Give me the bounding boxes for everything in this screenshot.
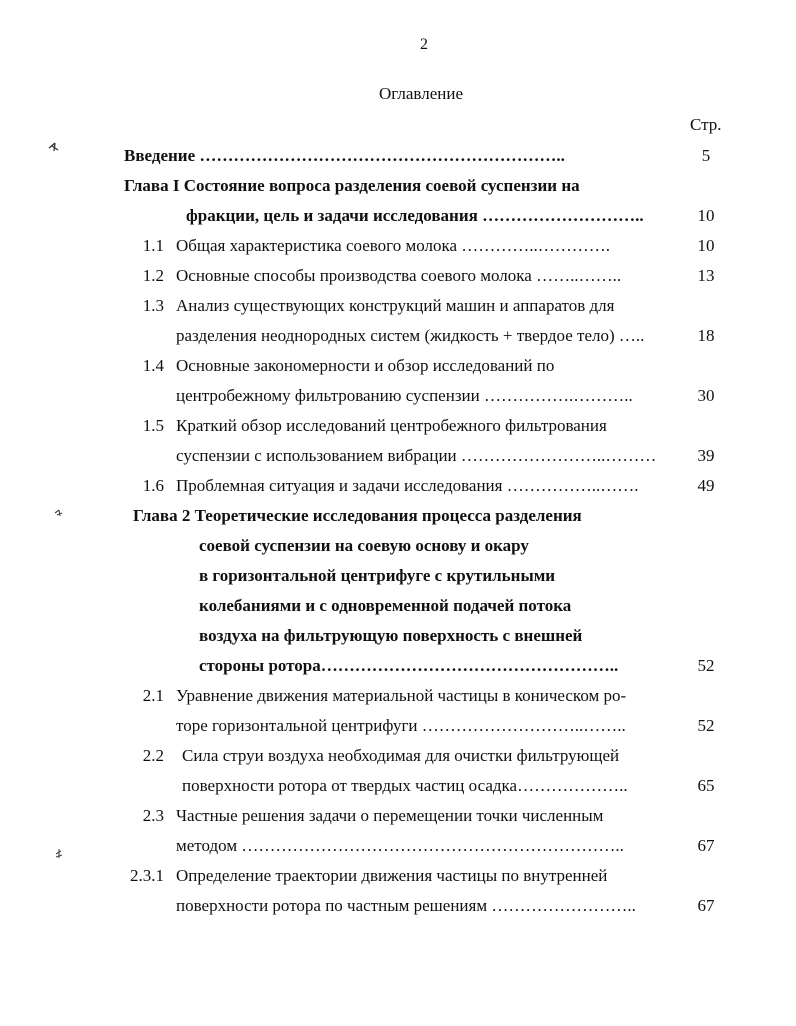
toc-entry-1-5-page: 39 bbox=[697, 446, 715, 465]
toc-entry-1-1-text: Общая характеристика соевого молока …………..…………. bbox=[176, 236, 611, 255]
toc-entry-2-1-page: 52 bbox=[697, 716, 715, 735]
scan-speck-mark bbox=[52, 506, 66, 520]
toc-chapter2-line4: колебаниями и с одновременной подачей потока bbox=[199, 596, 572, 615]
toc-entry-2-3-number: 2.3 bbox=[142, 806, 164, 825]
toc-chapter2-line1: Глава 2 Теоретические исследования процесса разделения bbox=[133, 506, 582, 525]
scan-speck-mark bbox=[52, 846, 66, 862]
toc-title: Оглавление bbox=[379, 84, 463, 103]
toc-entry-2-3-1-page: 67 bbox=[697, 896, 715, 915]
toc-entry-2-3-line1: Частные решения задачи о перемещении точки численным bbox=[176, 806, 604, 825]
scan-speck-mark bbox=[46, 138, 62, 156]
toc-chapter1-page: 10 bbox=[697, 206, 715, 225]
toc-entry-2-2-page: 65 bbox=[697, 776, 715, 795]
toc-entry-1-1-number: 1.1 bbox=[142, 236, 164, 255]
toc-entry-2-2-line2: поверхности ротора от твердых частиц осадка……………….. bbox=[182, 776, 628, 795]
toc-entry-intro-text: Введение ……………………………………………………….. bbox=[124, 146, 565, 165]
toc-entry-1-4-line2: центробежному фильтрованию суспензии …………….……….. bbox=[176, 386, 633, 405]
toc-entry-2-2-number: 2.2 bbox=[142, 746, 164, 765]
toc-entry-2-3-1-line1: Определение траектории движения частицы по внутренней bbox=[176, 866, 608, 885]
toc-entry-1-4-line1: Основные закономерности и обзор исследований по bbox=[176, 356, 555, 375]
toc-entry-2-1-number: 2.1 bbox=[142, 686, 164, 705]
toc-entry-1-4-number: 1.4 bbox=[142, 356, 164, 375]
toc-entry-1-6-number: 1.6 bbox=[142, 476, 164, 495]
toc-entry-2-1-line1: Уравнение движения материальной частицы в коническом ро- bbox=[176, 686, 627, 705]
toc-entry-2-2-line1: Сила струи воздуха необходимая для очистки фильтрующей bbox=[182, 746, 620, 765]
toc-entry-1-6-page: 49 bbox=[697, 476, 715, 495]
toc-chapter2-line2: соевой суспензии на соевую основу и окару bbox=[199, 536, 529, 555]
toc-chapter1-line1: Глава I Состояние вопроса разделения соевой суспензии на bbox=[124, 176, 580, 195]
toc-entry-intro-page: 5 bbox=[701, 146, 711, 165]
toc-entry-1-3-number: 1.3 bbox=[142, 296, 164, 315]
page-number: 2 bbox=[420, 36, 428, 53]
toc-entry-1-2-text: Основные способы производства соевого молока ……..…….. bbox=[176, 266, 622, 285]
toc-chapter2-line3: в горизонтальной центрифуге с крутильными bbox=[199, 566, 556, 585]
toc-entry-1-1-page: 10 bbox=[697, 236, 715, 255]
toc-entry-1-3-page: 18 bbox=[697, 326, 715, 345]
toc-entry-1-4-page: 30 bbox=[697, 386, 715, 405]
toc-entry-2-3-1-number: 2.3.1 bbox=[130, 866, 164, 885]
toc-entry-1-5-number: 1.5 bbox=[142, 416, 164, 435]
toc-entry-1-3-line1: Анализ существующих конструкций машин и аппаратов для bbox=[176, 296, 615, 315]
toc-entry-2-3-page: 67 bbox=[697, 836, 715, 855]
toc-chapter2-line5: воздуха на фильтрующую поверхность с внешней bbox=[199, 626, 583, 645]
toc-entry-1-3-line2: разделения неоднородных систем (жидкость + твердое тело) ….. bbox=[176, 326, 645, 345]
toc-entry-1-2-page: 13 bbox=[697, 266, 715, 285]
toc-entry-1-5-line1: Краткий обзор исследований центробежного фильтрования bbox=[176, 416, 607, 435]
toc-entry-1-6-text: Проблемная ситуация и задачи исследования ……………..……. bbox=[176, 476, 639, 495]
toc-entry-2-1-line2: торе горизонтальной центрифуги ………………………..…….. bbox=[176, 716, 626, 735]
toc-chapter2-page: 52 bbox=[697, 656, 715, 675]
page-column-label: Стр. bbox=[690, 115, 722, 134]
toc-entry-2-3-line2: методом ………………………………………………………….. bbox=[176, 836, 624, 855]
toc-entry-1-5-line2: суспензии с использованием вибрации ……………………..……… bbox=[176, 446, 657, 465]
toc-chapter2-line6: стороны ротора…………………………………………….. bbox=[199, 656, 619, 675]
toc-chapter1-line2: фракции, цель и задачи исследования ……………………….. bbox=[186, 206, 644, 225]
toc-entry-2-3-1-line2: поверхности ротора по частным решениям …………………….. bbox=[176, 896, 636, 915]
toc-entry-1-2-number: 1.2 bbox=[142, 266, 164, 285]
